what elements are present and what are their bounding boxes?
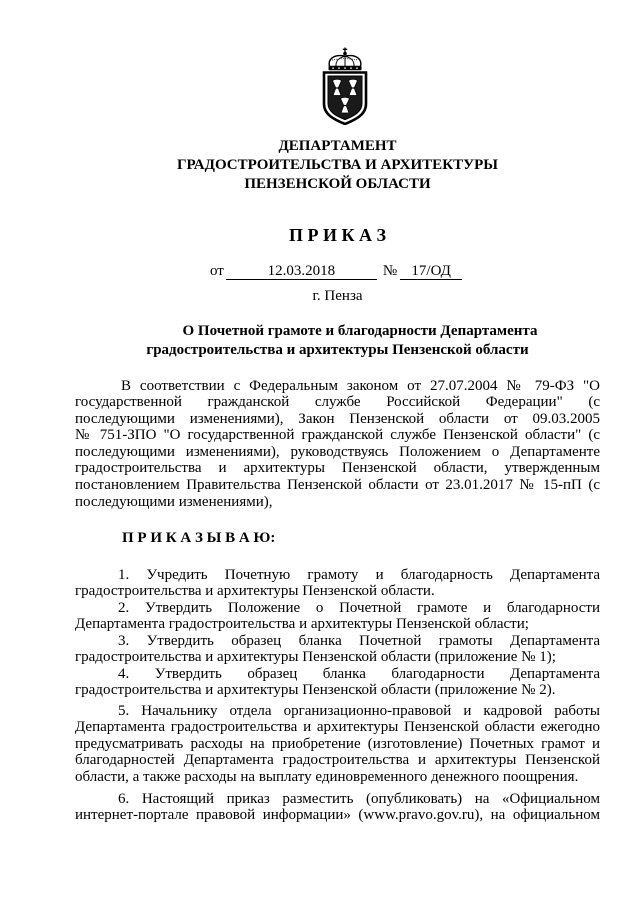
department-name-line: ГРАДОСТРОИТЕЛЬСТВА И АРХИТЕКТУРЫ	[177, 157, 498, 173]
order-item-line: 4. Утвердить образец бланка благодарности Департамента	[118, 665, 600, 682]
emblem-crown	[329, 48, 362, 71]
order-item-line: 5. Начальнику отдела организационно-правовой и кадровой работы	[118, 702, 600, 719]
department-name-line: ДЕПАРТАМЕНТ	[278, 138, 397, 154]
department-name-line: ПЕНЗЕНСКОЙ ОБЛАСТИ	[244, 176, 431, 192]
order-item-line: предусматривать расходы на приобретение (изготовление) Почетных грамот и	[75, 735, 600, 752]
order-item-line: 2. Утвердить Положение о Почетной грамоте и благодарности	[118, 599, 600, 616]
order-item-4	[75, 666, 600, 699]
preamble-line: последующими изменениями),	[75, 493, 273, 510]
date-prefix: от	[210, 263, 224, 279]
order-item-line: интернет-портале правовой информации» (www.pravo.gov.ru), на официальном	[75, 807, 600, 824]
order-item-5	[75, 703, 600, 786]
order-item-3	[75, 633, 600, 666]
order-item-1	[75, 567, 600, 600]
document-number: 17/ОД	[400, 264, 462, 280]
order-item-line: 3. Утвердить образец бланка Почетной грамоты Департамента	[118, 632, 600, 649]
order-item-line: благодарностей Департамента градостроительства и архитектуры Пензенской	[75, 752, 600, 769]
document-type-heading: П Р И К А З	[288, 225, 387, 245]
preamble-line: постановлением Правительства Пензенской области от 23.01.2017 № 15-пП (с	[75, 477, 600, 494]
number-prefix: №	[382, 263, 398, 279]
city-name: г. Пенза	[312, 288, 363, 304]
coat-of-arms-icon	[317, 47, 373, 125]
preamble-paragraph	[75, 378, 600, 511]
registration-line	[210, 264, 462, 282]
order-title-line: градостроительства и архитектуры Пензенской области	[146, 341, 529, 358]
order-item-6	[75, 791, 600, 824]
department-header	[75, 137, 600, 194]
preamble-line: последующими изменениями), Закон Пензенской области от 09.03.2005	[75, 410, 600, 427]
preamble-line: В соответствии с Федеральным законом от 27.07.2004 № 79-ФЗ "О	[121, 377, 600, 394]
preamble-line: последующими изменениями), руководствуясь Положением о Департаменте	[75, 443, 600, 460]
order-title	[75, 322, 600, 360]
order-item-line: 6. Настоящий приказ разместить (опубликовать) на «Официальном	[118, 790, 600, 807]
order-item-2	[75, 600, 600, 633]
order-item-line: Департамента градостроительства и архитектуры Пензенской области;	[75, 616, 529, 633]
order-item-line: Департамента градостроительства и архитектуры Пензенской области ежегодно	[75, 719, 600, 736]
document-date: 12.03.2018	[226, 264, 377, 280]
order-item-line: области, а также расходы на выплату единовременного денежного поощрения.	[75, 768, 579, 785]
order-item-line: градостроительства и архитектуры Пензенской области (приложение № 2).	[75, 682, 556, 699]
order-directive-heading: П Р И К А З Ы В А Ю:	[122, 530, 276, 546]
preamble-line: градостроительства и архитектуры Пензенской области, утвержденным	[75, 460, 600, 477]
order-item-line: градостроительства и архитектуры Пензенской области (приложение № 1);	[75, 649, 556, 666]
order-item-line: градостроительства и архитектуры Пензенской области.	[75, 583, 435, 600]
order-item-line: 1. Учредить Почетную грамоту и благодарность Департамента	[118, 566, 600, 583]
preamble-line: государственной гражданской службе Российской Федерации" (с	[75, 394, 600, 411]
order-title-line: О Почетной грамоте и благодарности Департамента	[182, 322, 538, 339]
preamble-line: № 751-ЗПО "О государственной гражданской службе Пензенской области" (с	[75, 427, 600, 444]
